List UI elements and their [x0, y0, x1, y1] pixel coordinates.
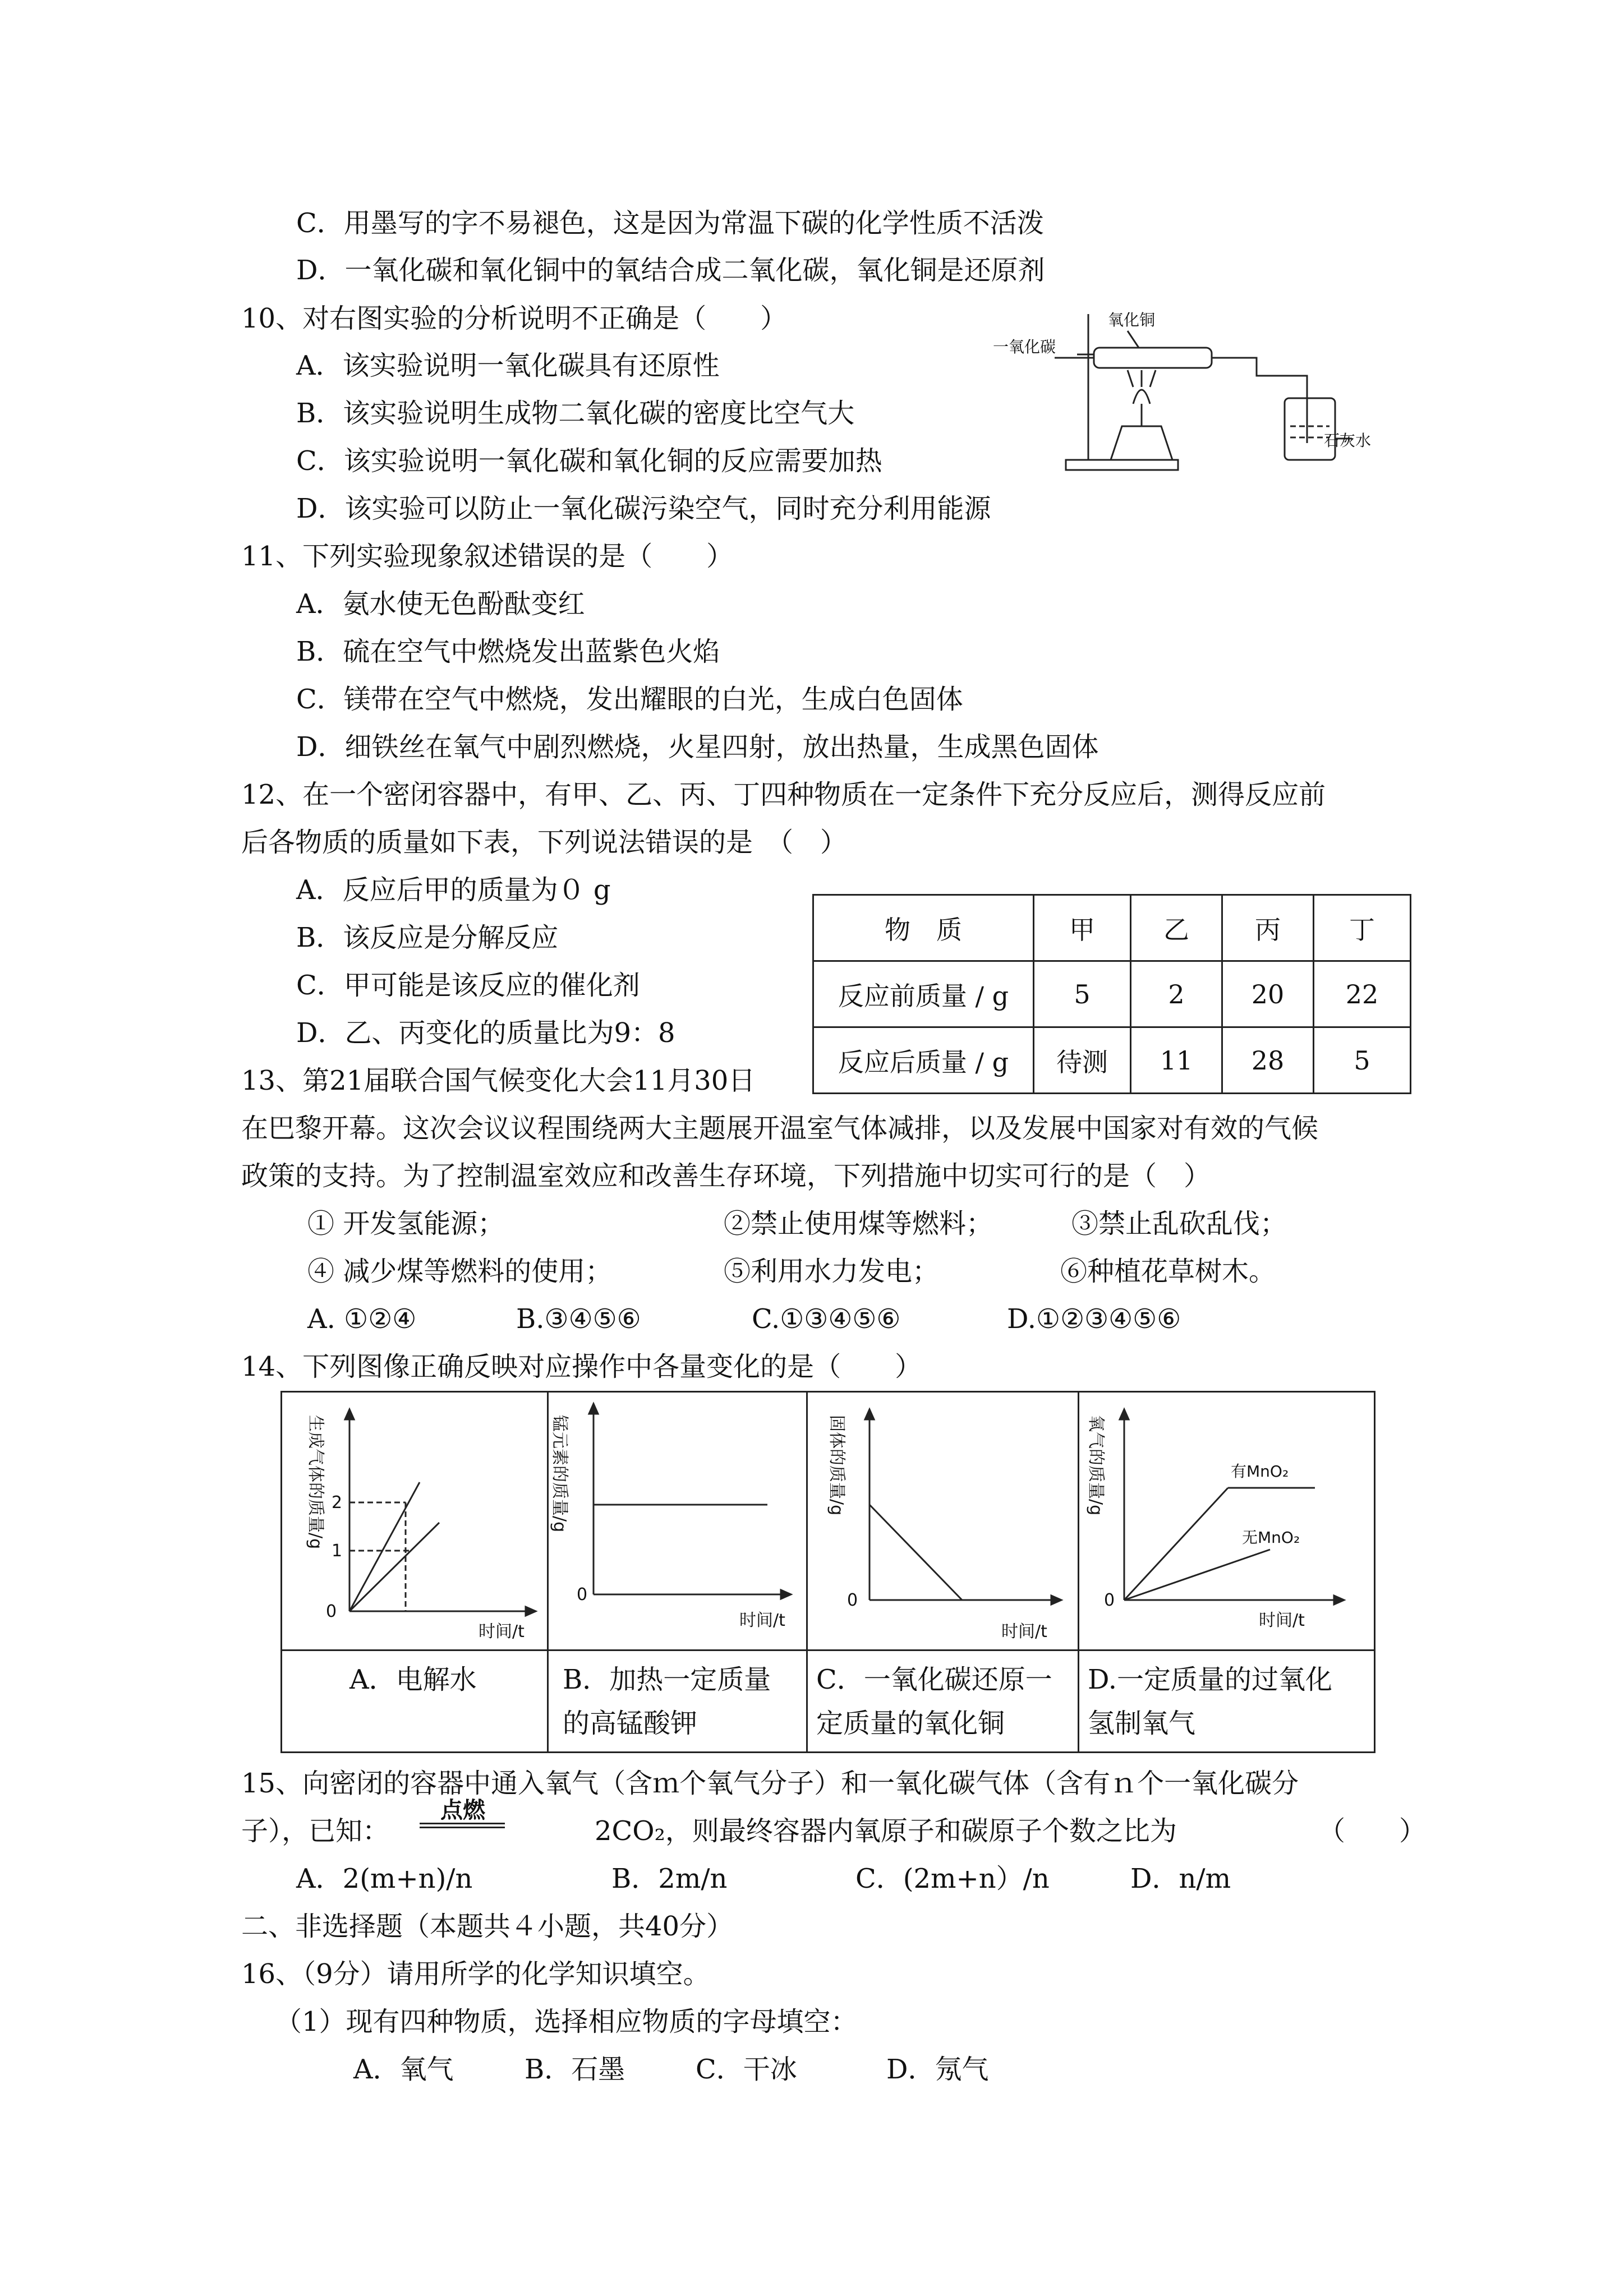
q13-stem: 13、第21届联合国气候变化大会11月30日: [241, 1065, 756, 1096]
q13-stem-cont2: 政策的支持。为了控制温室效应和改善生存环境，下列措施中切实可行的是（ ）: [241, 1160, 1211, 1192]
table-cell: 丁: [1314, 895, 1411, 961]
graph-a-electrolysis: [282, 1393, 546, 1648]
q16-option-a: A．氧气: [353, 2054, 454, 2085]
q10-option-b: B．该实验说明生成物二氧化碳的密度比空气大: [296, 398, 855, 429]
table-cell: 反应前质量 / g: [813, 961, 1034, 1027]
graph-d-label-with-mno2: 有MnO₂: [1231, 1462, 1289, 1481]
co-label: 一氧化碳: [993, 338, 1056, 356]
q16-option-c: C．干冰: [696, 2054, 797, 2085]
q11-stem: 11、下列实验现象叙述错误的是（ ）: [241, 541, 734, 572]
table-cell: 11: [1131, 1027, 1222, 1094]
q10-option-a: A．该实验说明一氧化碳具有还原性: [296, 350, 720, 381]
cuo-label: 氧化铜: [1108, 311, 1156, 329]
q9-option-d: D．一氧化碳和氧化铜中的氧结合成二氧化碳，氧化铜是还原剂: [296, 255, 1045, 286]
q13-item-1: ① 开发氢能源；: [307, 1208, 505, 1239]
graph-c-xlabel: 时间/t: [1001, 1622, 1047, 1642]
table-cell: 待测: [1034, 1027, 1131, 1094]
graph-b-kmno4: [549, 1393, 806, 1648]
q16-stem: 16、（9分）请用所学的化学知识填空。: [241, 1958, 710, 1990]
table-cell: 2: [1131, 961, 1222, 1027]
q12-option-d: D．乙、丙变化的质量比为9：8: [296, 1017, 675, 1049]
q13-option-b: B.③④⑤⑥: [516, 1303, 641, 1335]
graph-c-caption-1: C．一氧化碳还原一: [816, 1664, 1052, 1695]
q12-option-c: C．甲可能是该反应的催化剂: [296, 970, 640, 1001]
q12-stem-cont: 后各物质的质量如下表，下列说法错误的是 （ ）: [241, 827, 848, 858]
graph-a-ylabel: 生成气体的质量/g: [306, 1415, 325, 1550]
graph-d-h2o2: [1079, 1393, 1372, 1648]
table-cell: 20: [1222, 961, 1314, 1027]
q15-option-a: A．2(m+n)/n: [296, 1863, 473, 1894]
q12-option-b: B．该反应是分解反应: [296, 922, 559, 953]
q13-item-2: ②禁止使用煤等燃料；: [724, 1208, 993, 1239]
co-reduction-apparatus: [993, 292, 1374, 482]
table-cell: 物 质: [813, 895, 1034, 961]
q15-equals-sign: [420, 1823, 505, 1828]
table-cell: 甲: [1034, 895, 1131, 961]
graph-a-xlabel: 时间/t: [479, 1622, 525, 1642]
q15-product: 2CO₂，则最终容器内氧原子和碳原子个数之比为: [595, 1815, 1177, 1847]
graph-a-caption: A．电解水: [349, 1664, 477, 1695]
q13-stem-cont: 在巴黎开幕。这次会议议程围绕两大主题展开温室气体减排，以及发展中国家对有效的气候: [241, 1113, 1319, 1144]
table-header-row: [813, 895, 1411, 961]
graph-b-caption-1: B．加热一定质量: [563, 1664, 771, 1695]
q13-item-6: ⑥种植花草树木。: [1060, 1256, 1276, 1287]
table-cell: 乙: [1131, 895, 1222, 961]
graph-d-caption-1: D.一定质量的过氧化: [1088, 1664, 1333, 1695]
graph-b-origin: 0: [577, 1585, 588, 1605]
graph-b-ylabel: 锰元素的质量/g: [550, 1415, 569, 1533]
q16-option-b: B．石墨: [525, 2054, 625, 2085]
q11-option-c: C．镁带在空气中燃烧，发出耀眼的白光，生成白色固体: [296, 684, 963, 715]
q15-paren: （ ）: [1318, 1815, 1427, 1847]
graph-c-co-cuo: [808, 1393, 1077, 1648]
graph-c-caption-2: 定质量的氧化铜: [816, 1708, 1005, 1739]
q15-stem: 15、向密闭的容器中通入氧气（含ｍ个氧气分子）和一氧化碳气体（含有ｎ个一氧化碳分: [241, 1768, 1299, 1799]
q13-option-a: A. ①②④: [307, 1303, 417, 1335]
q15-option-b: B．2m/n: [611, 1863, 728, 1894]
q14-stem: 14、下列图像正确反映对应操作中各量变化的是（ ）: [241, 1351, 922, 1382]
graph-d-label-without-mno2: 无MnO₂: [1242, 1528, 1300, 1547]
q16-part-1: （1）现有四种物质，选择相应物质的字母填空：: [275, 2006, 858, 2037]
table-cell: 5: [1314, 1027, 1411, 1094]
table-cell: 28: [1222, 1027, 1314, 1094]
table-cell: 丙: [1222, 895, 1314, 961]
table-cell: 22: [1314, 961, 1411, 1027]
table-cell: 反应后质量 / g: [813, 1027, 1034, 1094]
graph-a-tick-1: 1: [332, 1541, 343, 1561]
q13-option-c: C.①③④⑤⑥: [752, 1303, 901, 1335]
graph-c-ylabel: 固体的质量/g: [827, 1415, 846, 1516]
graph-b-xlabel: 时间/t: [739, 1611, 785, 1630]
q11-option-b: B．硫在空气中燃烧发出蓝紫色火焰: [296, 636, 720, 667]
graph-c-origin: 0: [847, 1590, 858, 1610]
q15-option-c: C．(2m+n）/n: [855, 1863, 1050, 1894]
graph-b-caption-2: 的高锰酸钾: [563, 1708, 698, 1739]
q15-stem-cont: 子），已知：: [241, 1815, 390, 1847]
graph-d-ylabel: 氧气的质量/g: [1086, 1415, 1106, 1516]
graph-a-tick-2: 2: [332, 1493, 343, 1513]
q12-option-a: A．反应后甲的质量为０ g: [296, 874, 611, 906]
q10-option-d: D．该实验可以防止一氧化碳污染空气，同时充分利用能源: [296, 493, 991, 524]
q14-graph-table: [280, 1391, 1375, 1753]
q11-option-a: A．氨水使无色酚酞变红: [296, 588, 585, 620]
section-2-title: 二、非选择题（本题共４小题，共40分）: [241, 1911, 734, 1942]
q13-item-3: ③禁止乱砍乱伐；: [1071, 1208, 1287, 1239]
graph-a-origin: 0: [326, 1602, 337, 1621]
q12-mass-table: [812, 894, 1411, 1094]
table-row: [813, 961, 1411, 1027]
graph-d-origin: 0: [1104, 1590, 1115, 1610]
q11-option-d: D．细铁丝在氧气中剧烈燃烧，火星四射，放出热量，生成黑色固体: [296, 731, 1099, 763]
q12-stem: 12、在一个密闭容器中，有甲、乙、丙、丁四种物质在一定条件下充分反应后，测得反应前: [241, 779, 1326, 810]
table-row: [813, 1027, 1411, 1094]
q10-option-c: C．该实验说明一氧化碳和氧化铜的反应需要加热: [296, 445, 882, 477]
q13-option-d: D.①②③④⑤⑥: [1007, 1303, 1181, 1335]
q9-option-c: C．用墨写的字不易褪色，这是因为常温下碳的化学性质不活泼: [296, 208, 1044, 239]
q16-option-d: D．氖气: [886, 2054, 989, 2085]
q15-option-d: D．n/m: [1130, 1863, 1231, 1894]
table-cell: 5: [1034, 961, 1131, 1027]
graph-d-caption-2: 氢制氧气: [1088, 1708, 1196, 1739]
q15-condition: 点燃: [440, 1797, 485, 1823]
q13-item-5: ⑤利用水力发电；: [724, 1256, 940, 1287]
limewater-label: 石灰水: [1324, 431, 1372, 450]
q10-stem: 10、对右图实验的分析说明不正确是（ ）: [241, 303, 788, 334]
q13-item-4: ④ 减少煤等燃料的使用；: [307, 1256, 613, 1287]
graph-d-xlabel: 时间/t: [1259, 1611, 1305, 1630]
